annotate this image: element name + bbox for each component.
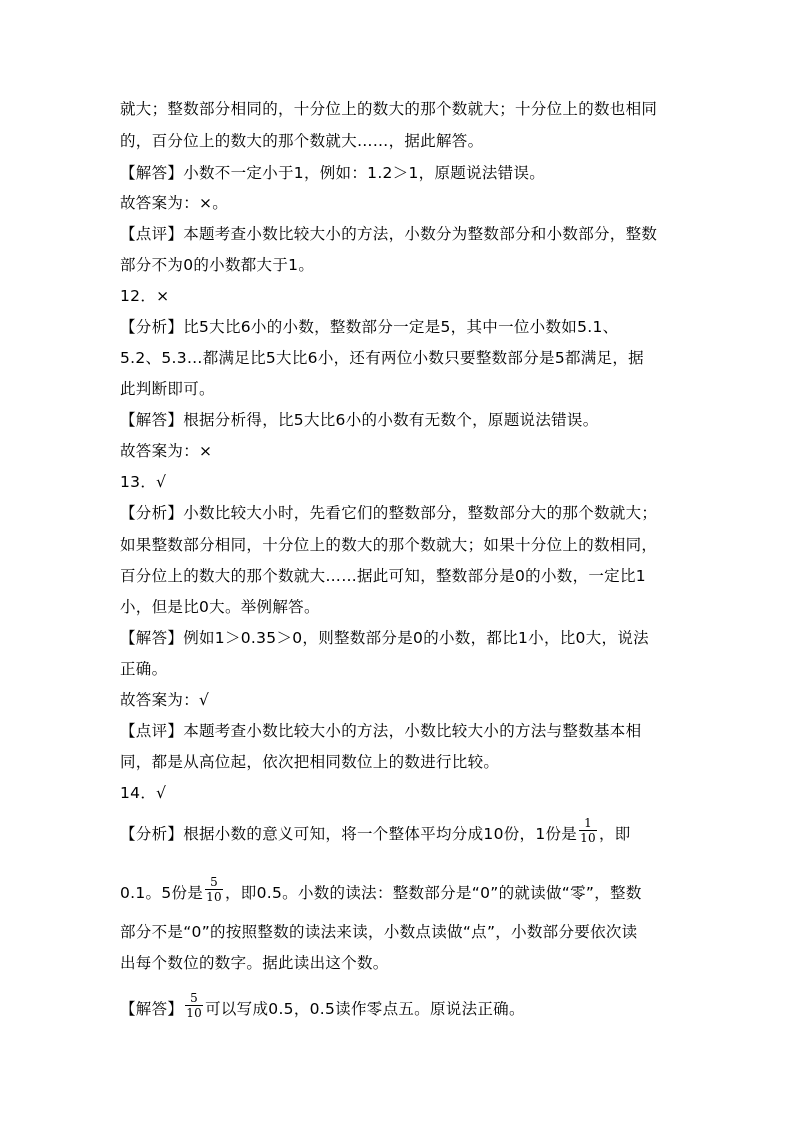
text-segment: ，即0.5。小数的读法：整数部分是“0”的就读做“零”，整数: [225, 884, 642, 902]
fraction: [185, 991, 203, 1020]
text-segment: 0.1。5份是: [120, 884, 204, 902]
fraction-numerator: 1: [584, 816, 592, 830]
text-line: 如果整数部分相同，十分位上的数大的那个数就大；如果十分位上的数相同，: [120, 536, 658, 554]
text-line: 小，但是比0大。举例解答。: [120, 598, 320, 616]
text-segment: 【分析】根据小数的意义可知，将一个整体平均分成10份，1份是: [120, 825, 578, 843]
text-segment: ，即: [598, 825, 631, 843]
comment-paragraph: 【点评】本题考查小数比较大小的方法，小数分为整数部分和小数部分，整数: [120, 225, 658, 243]
text-line: 此判断即可。: [120, 380, 215, 398]
text-line: 同，都是从高位起，依次把相同数位上的数进行比较。: [120, 753, 500, 771]
text-segment: 【解答】: [120, 1000, 184, 1018]
final-answer: 故答案为：×: [120, 442, 213, 460]
text-line: 百分位上的数大的那个数就大……据此可知，整数部分是0的小数，一定比1: [120, 567, 646, 585]
fraction: [579, 816, 597, 845]
answer-paragraph: 【解答】小数不一定小于1，例如：1.2＞1，原题说法错误。: [120, 164, 546, 182]
question-number: 12．×: [120, 287, 170, 305]
fraction-denominator: 10: [580, 831, 596, 845]
fraction: [205, 875, 223, 904]
answer-paragraph: 【解答】根据分析得，比5大比6小的小数有无数个，原题说法错误。: [120, 411, 599, 429]
text-segment: 可以写成0.5，0.5读作零点五。原说法正确。: [205, 1000, 525, 1018]
final-answer: 故答案为：×。: [120, 194, 229, 212]
analysis-paragraph: 【分析】小数比较大小时，先看它们的整数部分，整数部分大的那个数就大；: [120, 504, 658, 522]
answer-paragraph: [120, 991, 525, 1024]
fraction-denominator: 10: [206, 890, 222, 904]
fraction-numerator: 5: [210, 875, 219, 889]
text-line: [120, 875, 642, 908]
final-answer: 故答案为：√: [120, 691, 210, 709]
comment-paragraph: 【点评】本题考查小数比较大小的方法，小数比较大小的方法与整数基本相: [120, 722, 642, 740]
analysis-paragraph: [120, 816, 631, 849]
text-line: 部分不为0的小数都大于1。: [120, 256, 315, 274]
text-line: 就大；整数部分相同的，十分位上的数大的那个数就大；十分位上的数也相同: [120, 100, 658, 118]
fraction-denominator: 10: [186, 1006, 203, 1020]
text-line: 出每个数位的数字。据此读出这个数。: [120, 954, 389, 972]
text-line: 正确。: [120, 660, 168, 678]
fraction-numerator: 5: [190, 991, 199, 1005]
text-line: 部分不是“0”的按照整数的读法来读，小数点读做“点”，小数部分要依次读: [120, 923, 638, 941]
question-number: 13．√: [120, 473, 167, 491]
answer-paragraph: 【解答】例如1＞0.35＞0，则整数部分是0的小数，都比1小，比0大，说法: [120, 629, 649, 647]
text-line: 5.2、5.3…都满足比5大比6小，还有两位小数只要整数部分是5都满足，据: [120, 349, 644, 367]
analysis-paragraph: 【分析】比5大比6小的小数，整数部分一定是5，其中一位小数如5.1、: [120, 318, 619, 336]
question-number: 14．√: [120, 784, 167, 802]
text-line: 的，百分位上的数大的那个数就大……，据此解答。: [120, 132, 484, 150]
